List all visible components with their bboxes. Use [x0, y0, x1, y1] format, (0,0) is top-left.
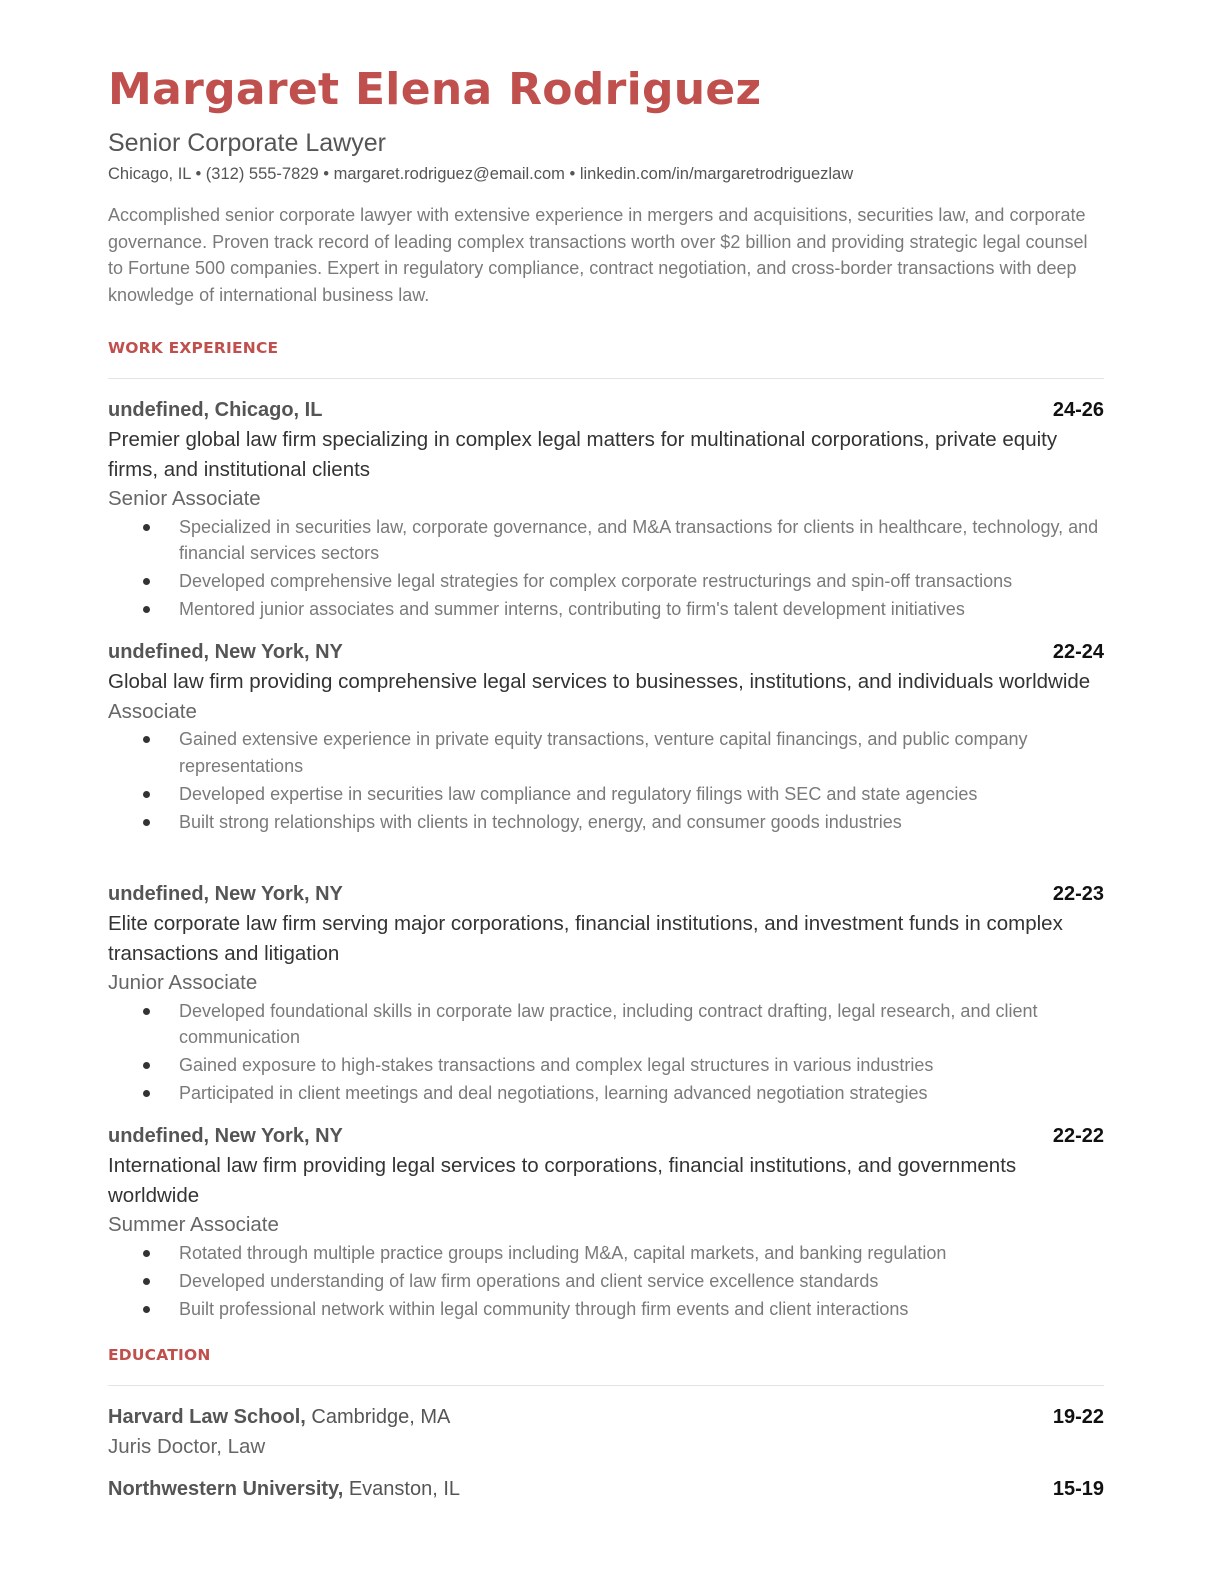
education-dates: 19-22 — [1052, 1406, 1104, 1428]
bullet-dot-icon — [143, 1306, 150, 1313]
education-dates: 15-19 — [1052, 1478, 1104, 1500]
bullet-dot-icon — [143, 1278, 150, 1285]
job-header — [108, 638, 1104, 667]
bullet-dot-icon — [143, 1062, 150, 1069]
job-bullets — [108, 998, 1104, 1107]
bullet-dot-icon — [143, 524, 150, 531]
job-entry — [108, 880, 1104, 1108]
list-item: Gained extensive experience in private equity transactions, venture capital financings, and public company representations — [108, 726, 1104, 779]
contact-line: Chicago, IL • (312) 555-7829 • margaret.rodriguez@email.com • linkedin.com/in/margaretrodriguezlaw — [108, 165, 854, 183]
candidate-title: Senior Corporate Lawyer — [108, 129, 386, 157]
job-bullets — [108, 514, 1104, 623]
list-item: Developed foundational skills in corporate law practice, including contract drafting, legal research, and client communication — [108, 998, 1104, 1051]
job-dates: 22-22 — [1052, 1125, 1104, 1147]
job-company: undefined, New York, NY — [108, 1125, 343, 1147]
bullet-dot-icon — [143, 736, 150, 743]
work-experience-heading: WORK EXPERIENCE — [108, 339, 279, 357]
professional-summary: Accomplished senior corporate lawyer with extensive experience in mergers and acquisitions, securities law, and corporate governance. Proven track record of leading complex transactions worth over $2 billion and providing strategic legal counsel to Fortune 500 companies. Expert in regulatory compliance, contract negotiation, and cross-border transactions with deep knowledge of international business law. — [108, 205, 1088, 305]
job-company-description: Global law firm providing comprehensive legal services to businesses, institutions, and individuals worldwide — [108, 670, 1091, 693]
education-location: Evanston, IL — [348, 1478, 460, 1500]
job-role: Junior Associate — [108, 971, 258, 994]
education-header — [108, 1475, 1104, 1504]
list-item: Built professional network within legal community through firm events and client interactions — [108, 1296, 1104, 1323]
job-dates: 22-24 — [1052, 641, 1104, 663]
bullet-dot-icon — [143, 791, 150, 798]
job-bullets — [108, 726, 1104, 835]
job-dates: 24-26 — [1052, 399, 1104, 421]
job-company-description: International law firm providing legal services to corporations, financial institutions, and governments worldwide — [108, 1154, 1017, 1207]
job-company-description: Premier global law firm specializing in complex legal matters for multinational corporations, private equity firms, and institutional clients — [108, 428, 1058, 481]
education-heading: EDUCATION — [108, 1346, 211, 1364]
candidate-name: Margaret Elena Rodriguez — [108, 64, 762, 115]
bullet-dot-icon — [143, 606, 150, 613]
education-school: Northwestern University, — [108, 1478, 344, 1500]
bullet-dot-icon — [143, 1250, 150, 1257]
bullet-dot-icon — [143, 1008, 150, 1015]
job-entry — [108, 638, 1104, 837]
job-header — [108, 880, 1104, 909]
job-header — [108, 396, 1104, 425]
list-item: Built strong relationships with clients in technology, energy, and consumer goods industries — [108, 809, 1104, 836]
job-bullets — [108, 1240, 1104, 1323]
list-item: Developed understanding of law firm operations and client service excellence standards — [108, 1268, 1104, 1295]
education-location: Cambridge, MA — [311, 1406, 451, 1428]
bullet-dot-icon — [143, 1090, 150, 1097]
list-item: Specialized in securities law, corporate governance, and M&A transactions for clients in healthcare, technology, and financial services sectors — [108, 514, 1104, 567]
list-item: Developed expertise in securities law compliance and regulatory filings with SEC and state agencies — [108, 781, 1104, 808]
job-entry — [108, 1122, 1104, 1324]
job-dates: 22-23 — [1052, 883, 1104, 905]
bullet-dot-icon — [143, 578, 150, 585]
education-school: Harvard Law School, — [108, 1406, 306, 1428]
job-company-description: Elite corporate law firm serving major corporations, financial institutions, and investment funds in complex transactions and litigation — [108, 912, 1063, 965]
job-company: undefined, New York, NY — [108, 883, 343, 905]
education-degree: Juris Doctor, Law — [108, 1435, 266, 1458]
education-entry — [108, 1475, 1104, 1504]
job-header — [108, 1122, 1104, 1151]
job-role: Associate — [108, 699, 197, 723]
job-entry — [108, 396, 1104, 624]
list-item: Developed comprehensive legal strategies for complex corporate restructurings and spin-off transactions — [108, 568, 1104, 595]
section-divider — [108, 1385, 1104, 1386]
list-item: Gained exposure to high-stakes transactions and complex legal structures in various industries — [108, 1052, 1104, 1079]
job-company: undefined, New York, NY — [108, 641, 343, 663]
job-role: Summer Associate — [108, 1213, 279, 1236]
education-header — [108, 1403, 1104, 1432]
job-company: undefined, Chicago, IL — [108, 399, 323, 421]
education-entry — [108, 1403, 1104, 1462]
bullet-dot-icon — [143, 819, 150, 826]
section-divider — [108, 378, 1104, 379]
list-item: Mentored junior associates and summer interns, contributing to firm's talent development initiatives — [108, 596, 1104, 623]
list-item: Rotated through multiple practice groups including M&A, capital markets, and banking regulation — [108, 1240, 1104, 1267]
job-role: Senior Associate — [108, 487, 261, 510]
list-item: Participated in client meetings and deal negotiations, learning advanced negotiation strategies — [108, 1080, 1104, 1107]
